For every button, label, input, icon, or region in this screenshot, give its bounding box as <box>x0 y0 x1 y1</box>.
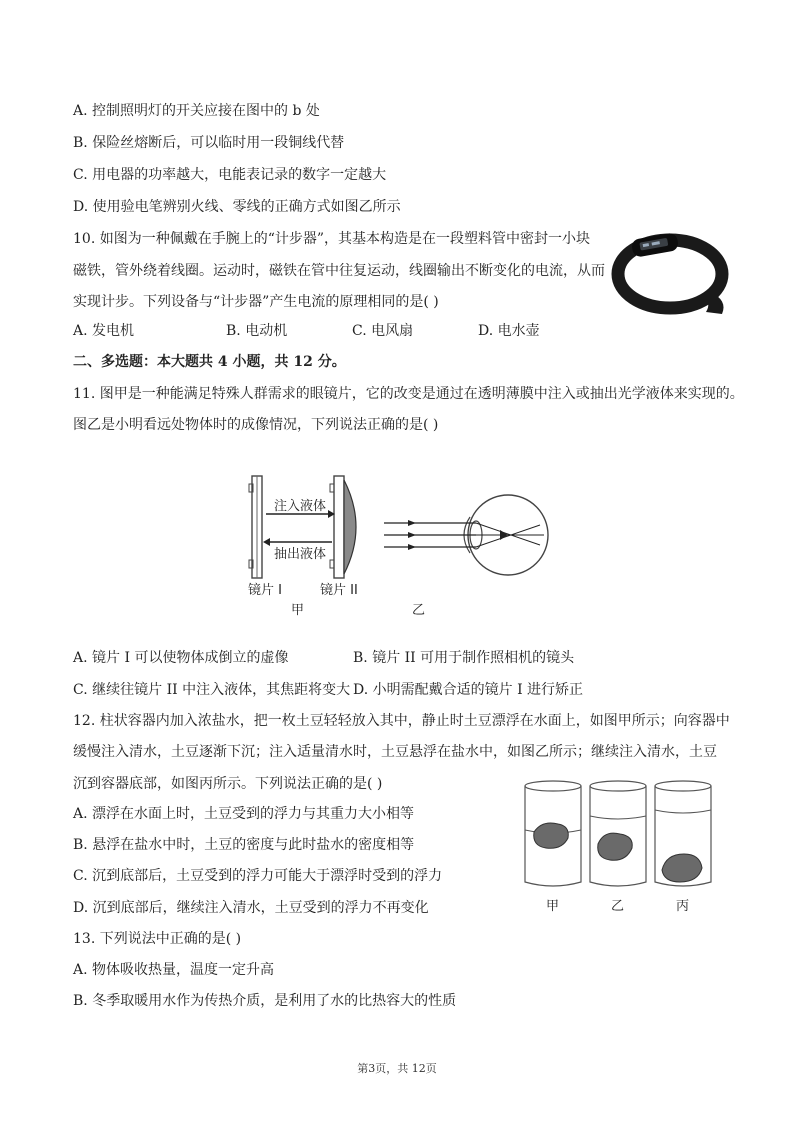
section-2-heading: 二、多选题：本大题共 4 小题，共 12 分。 <box>73 354 346 370</box>
q9-option-a: A. 控制照明灯的开关应接在图中的 b 处 <box>73 103 320 119</box>
q13-stem: 13. 下列说法中正确的是( ) <box>73 931 242 947</box>
q9-option-c: C. 用电器的功率越大，电能表记录的数字一定越大 <box>73 167 387 183</box>
q12-stem-line-1: 12. 柱状容器内加入浓盐水，把一枚土豆轻轻放入其中，静止时土豆漂浮在水面上，如图甲所示；向容器中 <box>73 713 730 729</box>
q11-label-lens-2: 镜片 II <box>320 583 358 598</box>
q13-option-a: A. 物体吸收热量，温度一定升高 <box>73 962 275 978</box>
q10-option-d: D. 电水壶 <box>478 323 540 339</box>
q13-option-b: B. 冬季取暖用水作为传热介质，是利用了水的比热容大的性质 <box>73 993 457 1009</box>
q12-stem-line-3: 沉到容器底部，如图丙所示。下列说法正确的是( ) <box>73 776 383 792</box>
q11-label-inject: 注入液体 <box>274 499 327 514</box>
pedometer-band-image <box>610 222 734 318</box>
q11-label-yi: 乙 <box>412 603 426 618</box>
q11-option-a: A. 镜片 I 可以使物体成倒立的虚像 <box>73 650 289 666</box>
q10-option-c: C. 电风扇 <box>352 323 414 339</box>
q9-option-b: B. 保险丝熔断后，可以临时用一段铜线代替 <box>73 135 345 151</box>
q11-option-d: D. 小明需配戴合适的镜片 I 进行矫正 <box>353 682 584 698</box>
q11-label-jia: 甲 <box>291 603 305 618</box>
q11-stem-line-2: 图乙是小明看远处物体时的成像情况，下列说法正确的是( ) <box>73 417 439 433</box>
page-footer: 第3页，共 12页 <box>357 1062 437 1075</box>
q10-stem-line-3: 实现计步。下列设备与“计步器”产生电流的原理相同的是( ) <box>73 294 439 310</box>
q12-option-a: A. 漂浮在水面上时，土豆受到的浮力与其重力大小相等 <box>73 806 415 822</box>
q11-stem-line-1: 11. 图甲是一种能满足特殊人群需求的眼镜片，它的改变是通过在透明薄膜中注入或抽出光学液体来实现的。 <box>73 386 744 402</box>
q11-lens-figure <box>240 470 370 620</box>
q11-option-b: B. 镜片 II 可用于制作照相机的镜头 <box>353 650 575 666</box>
q11-eye-figure <box>380 490 560 620</box>
q10-stem-line-2: 磁铁，管外绕着线圈。运动时，磁铁在管中往复运动，线圈输出不断变化的电流，从而 <box>73 263 605 279</box>
q12-option-b: B. 悬浮在盐水中时，土豆的密度与此时盐水的密度相等 <box>73 837 415 853</box>
q11-option-c: C. 继续往镜片 II 中注入液体，其焦距将变大 <box>73 682 351 698</box>
q12-label-bing: 丙 <box>676 899 690 914</box>
q12-option-c: C. 沉到底部后，土豆受到的浮力可能大于漂浮时受到的浮力 <box>73 868 443 884</box>
q10-stem-line-1: 10. 如图为一种佩戴在手腕上的“计步器”，其基本构造是在一段塑料管中密封一小块 <box>73 231 591 247</box>
q12-label-jia: 甲 <box>546 899 560 914</box>
q10-option-a: A. 发电机 <box>73 323 135 339</box>
q12-label-yi: 乙 <box>611 899 625 914</box>
q12-container-figure <box>518 778 723 918</box>
q11-label-lens-1: 镜片 I <box>248 583 282 598</box>
q9-option-d: D. 使用验电笔辨别火线、零线的正确方式如图乙所示 <box>73 199 401 215</box>
q12-stem-line-2: 缓慢注入清水，土豆逐渐下沉；注入适量清水时，土豆悬浮在盐水中，如图乙所示；继续注入清水，土豆 <box>73 744 717 760</box>
q10-option-b: B. 电动机 <box>226 323 288 339</box>
q12-option-d: D. 沉到底部后，继续注入清水，土豆受到的浮力不再变化 <box>73 900 429 916</box>
q11-label-extract: 抽出液体 <box>274 547 327 562</box>
